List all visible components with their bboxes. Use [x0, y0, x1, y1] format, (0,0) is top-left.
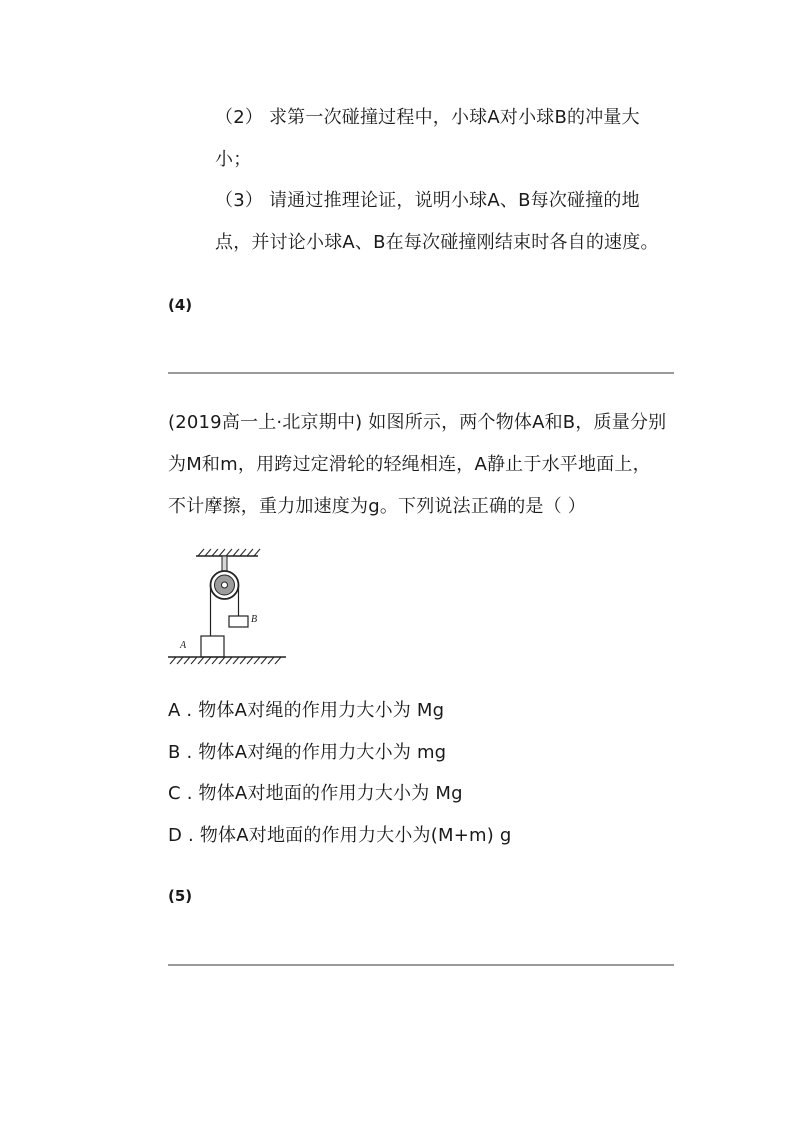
q5-source-tag: (2019高一上·北京期中) [168, 412, 363, 433]
block-b-label: B [251, 614, 258, 625]
q4-sub3-line1: （3） 请通过推理论证，说明小球A、B每次碰撞的地 [215, 190, 640, 211]
q5-option-d[interactable]: D . 物体A对地面的作用力大小为(M+m) g [168, 825, 512, 846]
block-b [229, 616, 248, 627]
block-a-label: A [180, 640, 187, 651]
q4-sub3-line2: 点，并讨论小球A、B在每次碰撞刚结束时各自的速度。 [215, 232, 659, 253]
pulley-figure [166, 544, 292, 666]
q5-stem-line1 [168, 411, 666, 435]
q5-option-a[interactable]: A . 物体A对绳的作用力大小为 Mg [168, 700, 445, 721]
block-a [201, 636, 224, 657]
ground-hatch [170, 657, 281, 664]
pulley-diagram [166, 544, 292, 666]
question-number-5: (5) [168, 887, 193, 905]
q5-option-c[interactable]: C . 物体A对地面的作用力大小为 Mg [168, 783, 463, 804]
q5-stem-line3: 不计摩擦，重力加速度为g。下列说法正确的是（ ） [168, 496, 586, 517]
question-number-4: (4) [168, 296, 193, 314]
pulley-axle [222, 582, 228, 588]
q4-sub2-line1: （2） 求第一次碰撞过程中，小球A对小球B的冲量大 [215, 107, 640, 128]
ceiling-hatch [198, 549, 260, 556]
q5-option-b[interactable]: B . 物体A对绳的作用力大小为 mg [168, 742, 447, 763]
q5-stem-line2: 为M和m，用跨过定滑轮的轻绳相连，A静止于水平地面上， [168, 454, 651, 475]
question-divider [168, 964, 674, 966]
q4-sub2-line2: 小； [215, 149, 252, 170]
question-divider [168, 372, 674, 374]
q5-stem-text: 如图所示，两个物体A和B，质量分别 [362, 412, 667, 433]
